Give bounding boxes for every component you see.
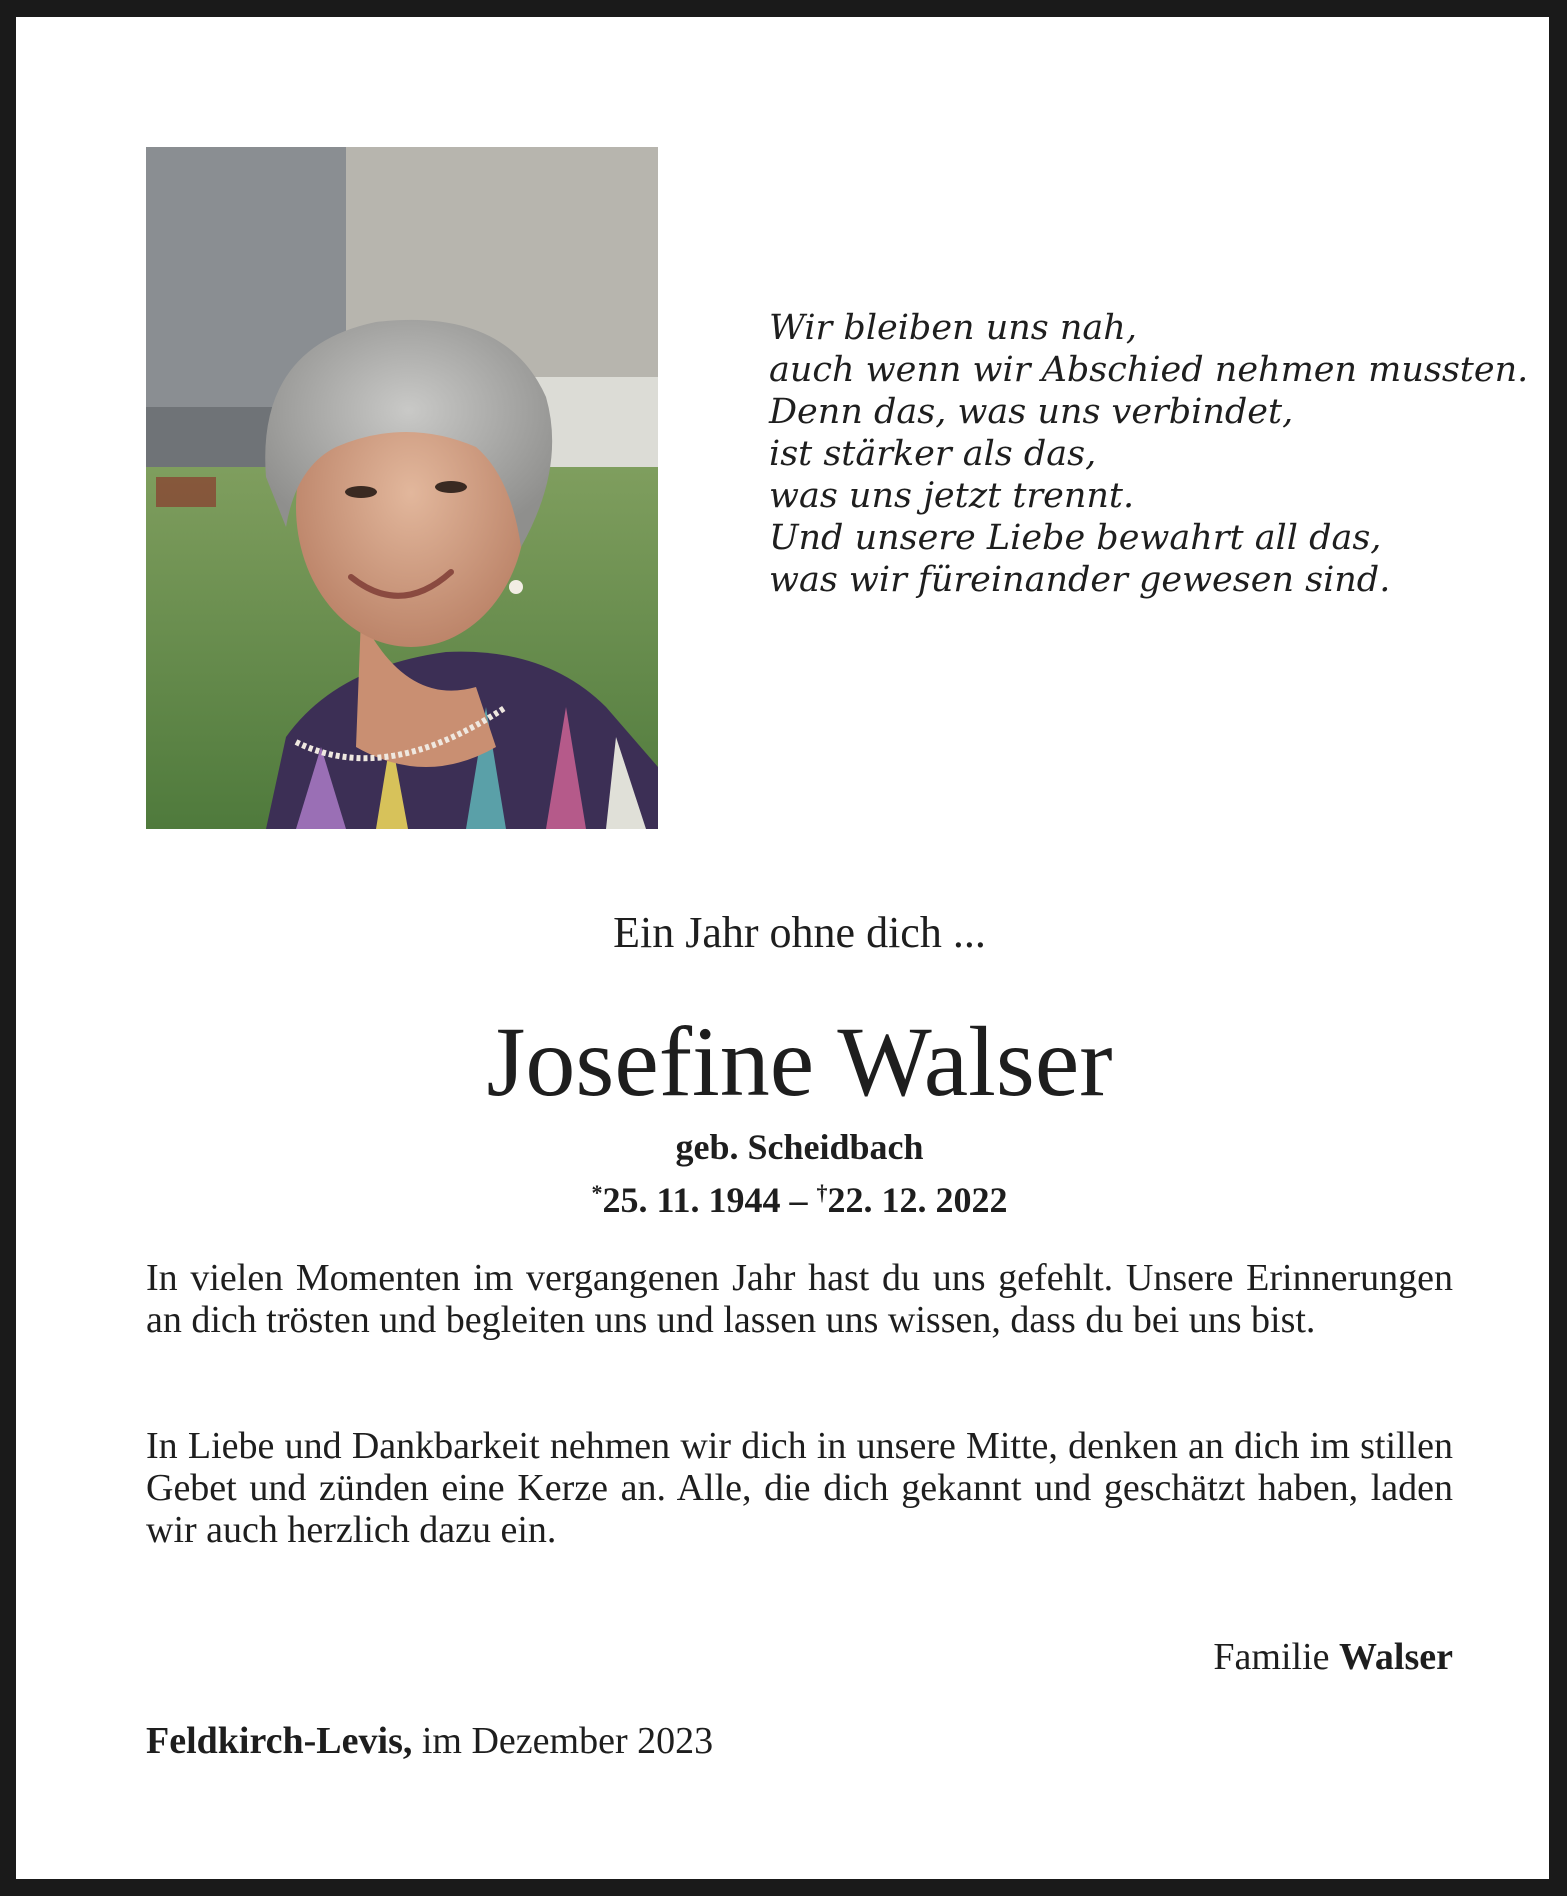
portrait-photo-image [146, 147, 658, 829]
invitation-paragraph: In Liebe und Dankbarkeit nehmen wir dich in unsere Mitte, denken an dich im stillen Gebet und zünden eine Kerze an. Alle, die dich gekannt und geschätzt haben, laden wir auch herzlich dazu ein. [146, 1425, 1453, 1551]
poem [769, 307, 1529, 601]
place-and-date [146, 1719, 1146, 1763]
place-location: Feldkirch-Levis, [146, 1720, 413, 1762]
life-dates [146, 1171, 1453, 1222]
maiden-name: geb. Scheidbach [675, 1127, 924, 1167]
birth-date: 25. 11. 1944 [602, 1180, 781, 1220]
death-date: 22. 12. 2022 [827, 1180, 1008, 1220]
poem-line: ist stärker als das, [769, 434, 1097, 474]
portrait-photo [146, 147, 658, 829]
remembrance-paragraph: In vielen Momenten im vergangenen Jahr hast du uns gefehlt. Unsere Erinnerungen an dich trösten und begleiten uns und lassen uns wissen, dass du bei uns bist. [146, 1257, 1453, 1341]
poem-line: was wir füreinander gewesen sind. [769, 560, 1391, 600]
signature-family-name: Walser [1339, 1636, 1453, 1678]
poem-line: auch wenn wir Abschied nehmen mussten. [769, 350, 1529, 390]
poem-line: Und unsere Liebe bewahrt all das, [769, 518, 1382, 558]
poem-line: Wir bleiben uns nah, [769, 308, 1137, 348]
place-date: im Dezember 2023 [412, 1720, 714, 1762]
poem-line: was uns jetzt trennt. [769, 476, 1135, 516]
deceased-name: Josefine Walser [486, 1006, 1113, 1117]
poem-line: Denn das, was uns verbindet, [769, 392, 1294, 432]
family-signature [146, 1635, 1453, 1679]
death-symbol: † [816, 1180, 828, 1205]
birth-symbol: * [591, 1180, 603, 1205]
signature-prefix: Familie [1213, 1636, 1340, 1678]
date-separator: – [780, 1180, 817, 1220]
intro-text: Ein Jahr ohne dich ... [613, 908, 986, 957]
